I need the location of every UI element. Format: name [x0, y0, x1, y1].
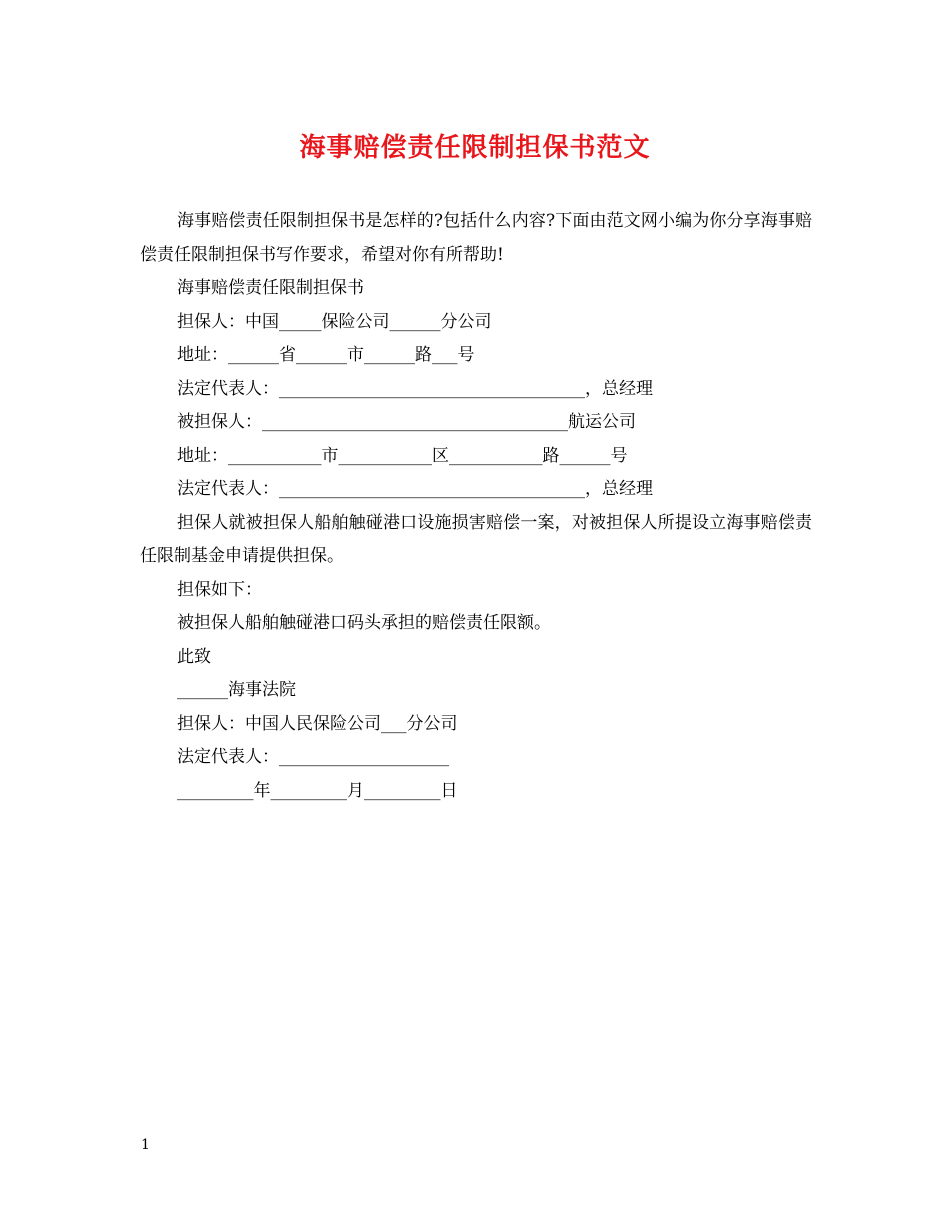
guarantor-representative-line: 法定代表人：____________________________________，总经理 — [177, 378, 653, 399]
guarantee-statement-paragraph: 担保人就被担保人船舶触碰港口设施损害赔偿一案，对被担保人所提设立海事赔偿责任限制基金申请提供担保。 — [140, 512, 812, 566]
document-title: 海事赔偿责任限制担保书范文 — [299, 133, 651, 163]
guarantor-address-line: 地址：______省______市______路___号 — [177, 345, 475, 365]
guarantor-line: 担保人：中国_____保险公司______分公司 — [177, 311, 492, 332]
guaranteed-party-line: 被担保人：____________________________________航运公司 — [177, 412, 636, 432]
intro-paragraph: 海事赔偿责任限制担保书是怎样的?包括什么内容?下面由范文网小编为你分享海事赔偿责任限制担保书写作要求，希望对你有所帮助! — [140, 211, 812, 265]
document-body — [140, 205, 812, 808]
signature-representative-line: 法定代表人：____________________ — [177, 747, 449, 767]
guarantee-terms-line: 被担保人船舶触碰港口码头承担的赔偿责任限额。 — [177, 613, 551, 633]
signature-guarantor-line: 担保人：中国人民保险公司___分公司 — [177, 713, 458, 734]
guarantee-terms-heading: 担保如下： — [177, 579, 262, 600]
salutation-line: 此致 — [177, 646, 211, 667]
guaranteed-party-address-line: 地址：___________市___________区___________路______号 — [177, 445, 628, 466]
letter-heading: 海事赔偿责任限制担保书 — [177, 278, 364, 298]
date-line: _________年_________月_________日 — [177, 780, 458, 801]
court-line: ______海事法院 — [177, 680, 296, 700]
guaranteed-party-representative-line: 法定代表人：____________________________________，总经理 — [177, 479, 653, 499]
page-number: 1 — [141, 1137, 150, 1153]
